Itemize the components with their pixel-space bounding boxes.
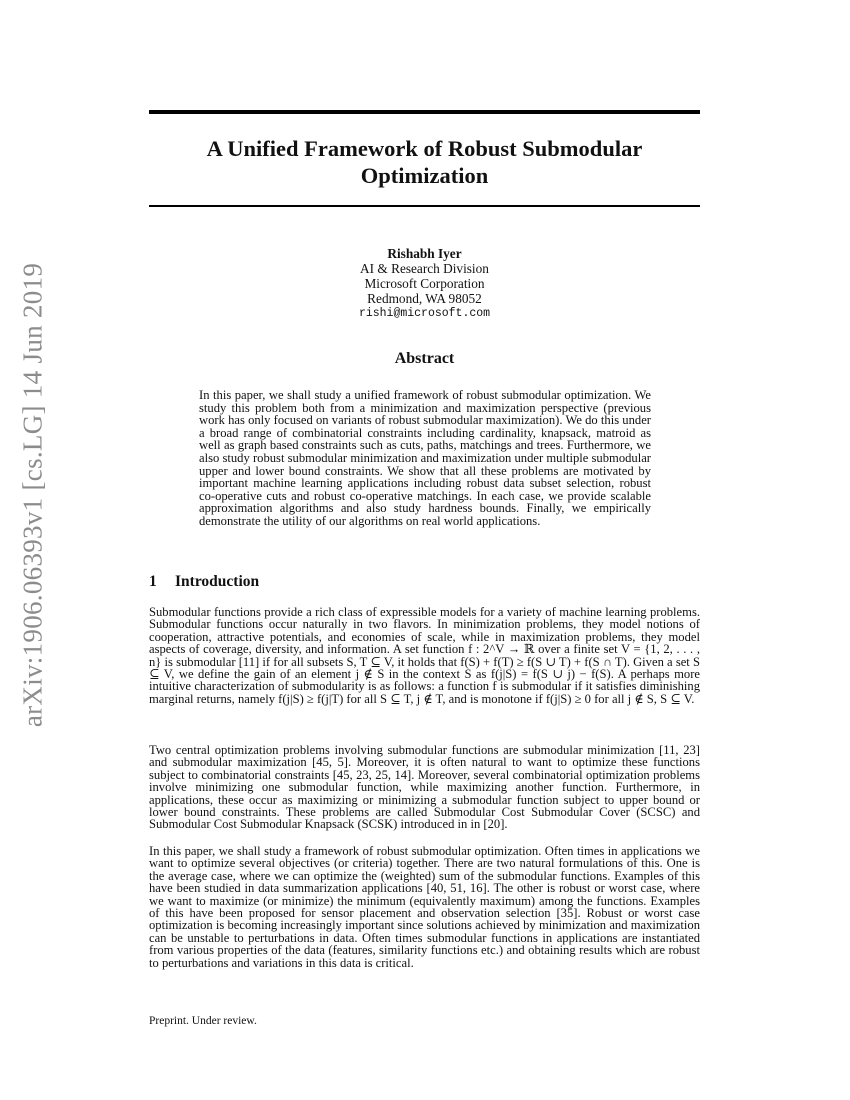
arxiv-identifier-stamp (6, 262, 60, 728)
preprint-footer: Preprint. Under review. (149, 1015, 257, 1027)
title-top-rule (149, 110, 700, 114)
author-location: Redmond, WA 98052 (367, 291, 482, 306)
intro-paragraph-2: Two central optimization problems involving submodular functions are submodular minimization [11, 23] and submodular maximization [45, 5]. Moreover, it is often natural to want to optimize these functions subject to combinatorial constraints [45, 23, 25, 14]. Moreover, several combinatorial optimization problems involve minimizing one submodular function, while maximizing another function. Furthermore, in applications, these occur as maximizing or minimizing a submodular function subject to upper bound or lower bound constraints. These problems are called Submodular Cost Submodular Cover (SCSC) and Submodular Cost Submodular Knapsack (SCSK) introduced in in [20]. (149, 743, 700, 832)
author-email: rishi@microsoft.com (358, 307, 491, 320)
paper-title: A Unified Framework of Robust Submodular Optimization (206, 136, 643, 188)
title-bottom-rule (149, 205, 700, 207)
author-block (149, 246, 700, 321)
author-affiliation-company: Microsoft Corporation (364, 276, 485, 291)
intro-paragraph-3: In this paper, we shall study a framework of robust submodular optimization. Often times in applications we want to optimize several objectives (or criteria) together. There are two natural formulations of this. One is the average case, where we can optimize the (weighted) sum of the submodular functions. Examples of this have been studied in data summarization applications [40, 51, 16]. The other is robust or worst case, where we want to maximize (or minimize) the minimum (equivalently maximum) among the functions. Examples of this have been proposed for sensor placement and observation selection [35]. Robust or worst case optimization is becoming increasingly important since solutions achieved by minimization and maximization can be unstable to perturbations in data. Often times submodular functions in applications are instantiated from various properties of the data (features, similarity functions etc.) and obtaining results which are robust to perturbations and variations in this data is critical. (149, 844, 700, 970)
abstract-heading: Abstract (394, 350, 455, 367)
abstract-text: In this paper, we shall study a unified framework of robust submodular optimization. We study this problem both from a minimization and maximization perspective (previous work has only focused on variants of robust submodular maximization). We do this under a broad range of combinatorial constraints including cardinality, knapsack, matroid as well as graph based constraints such as cuts, paths, matchings and trees. Furthermore, we also study robust submodular minimization and maximization under multiple submodular upper and lower bound constraints. We show that all these problems are motivated by important machine learning applications including robust data subset selection, robust co-operative cuts and robust co-operative matchings. In each case, we provide scalable approximation algorithms and also study hardness bounds. Finally, we empirically demonstrate the utility of our algorithms on real world applications. (199, 388, 651, 528)
section-heading-introduction (149, 573, 700, 591)
intro-paragraph-1: Submodular functions provide a rich class of expressible models for a variety of machine learning problems. Submodular functions occur naturally in two flavors. In minimization problems, they model notions of cooperation, attractive potentials, and economies of scale, while in maximization problems, they model aspects of coverage, diversity, and information. A set function f : 2^V → ℝ over a finite set V = {1, 2, . . . , n} is submodular [11] if for all subsets S, T ⊆ V, it holds that f(S) + f(T) ≥ f(S ∪ T) + f(S ∩ T). Given a set S ⊆ V, we define the gain of an element j ∉ S in the context S as f(j|S) = f(S ∪ j) − f(S). A perhaps more intuitive characterization of submodularity is as follows: a function f is submodular if it satisfies diminishing marginal returns, namely f(j|S) ≥ f(j|T) for all S ⊆ T, j ∉ T, and is monotone if f(j|S) ≥ 0 for all j ∉ S, S ⊆ V. (149, 605, 700, 706)
arxiv-identifier-text: arXiv:1906.06393v1 [cs.LG] 14 Jun 2019 (17, 262, 48, 728)
section-title: Introduction (175, 573, 260, 590)
author-affiliation-division: AI & Research Division (360, 261, 489, 276)
section-number: 1 (149, 573, 157, 590)
author-name: Rishabh Iyer (387, 246, 462, 261)
